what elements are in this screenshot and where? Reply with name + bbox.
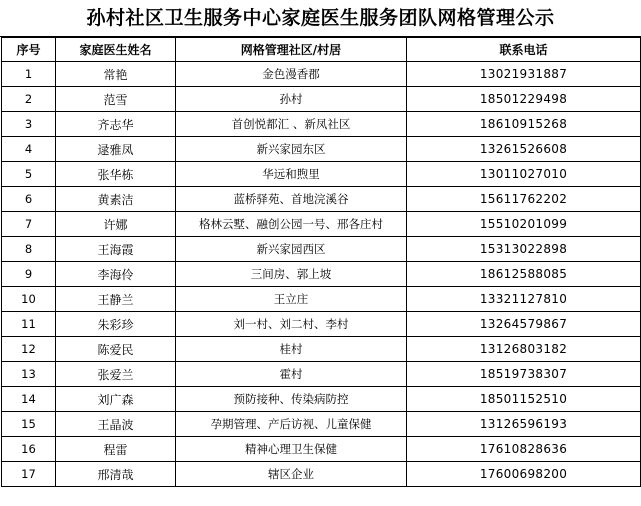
table-row [2, 337, 641, 362]
table-row [2, 287, 641, 312]
phone-number: 13321127810 [407, 287, 641, 312]
row-number: 15 [2, 412, 56, 437]
table-row [2, 187, 641, 212]
doctor-name: 逯雅凤 [56, 137, 176, 162]
doctor-grid-table [1, 37, 641, 487]
table-row [2, 137, 641, 162]
doctor-name: 王晶波 [56, 412, 176, 437]
phone-number: 13021931887 [407, 62, 641, 87]
managed-area: 金色漫香郡 [176, 62, 407, 87]
row-number: 4 [2, 137, 56, 162]
managed-area: 新兴家园东区 [176, 137, 407, 162]
managed-area: 预防接种、传染病防控 [176, 387, 407, 412]
managed-area: 霍村 [176, 362, 407, 387]
phone-number: 17600698200 [407, 462, 641, 487]
managed-area: 精神心理卫生保健 [176, 437, 407, 462]
managed-area: 首创悦都汇 、新凤社区 [176, 112, 407, 137]
doctor-name: 齐志华 [56, 112, 176, 137]
managed-area: 蓝桥驿苑、首地浣溪谷 [176, 187, 407, 212]
table-row [2, 387, 641, 412]
phone-number: 18501152510 [407, 387, 641, 412]
table-body [2, 62, 641, 487]
header-doctor: 家庭医生姓名 [56, 38, 176, 62]
row-number: 11 [2, 312, 56, 337]
phone-number: 13126596193 [407, 412, 641, 437]
table-row [2, 62, 641, 87]
phone-number: 15611762202 [407, 187, 641, 212]
managed-area: 孕期管理、产后访视、儿童保健 [176, 412, 407, 437]
managed-area: 新兴家园西区 [176, 237, 407, 262]
doctor-name: 李海伶 [56, 262, 176, 287]
row-number: 1 [2, 62, 56, 87]
doctor-name: 程雷 [56, 437, 176, 462]
page-title: 孙村社区卫生服务中心家庭医生服务团队网格管理公示 [0, 0, 641, 37]
header-no: 序号 [2, 38, 56, 62]
table-row [2, 262, 641, 287]
row-number: 8 [2, 237, 56, 262]
header-area: 网格管理社区/村居 [176, 38, 407, 62]
row-number: 5 [2, 162, 56, 187]
doctor-name: 张华栋 [56, 162, 176, 187]
row-number: 3 [2, 112, 56, 137]
managed-area: 三间房、郭上坡 [176, 262, 407, 287]
row-number: 13 [2, 362, 56, 387]
managed-area: 辖区企业 [176, 462, 407, 487]
table-row [2, 162, 641, 187]
row-number: 16 [2, 437, 56, 462]
doctor-name: 朱彩珍 [56, 312, 176, 337]
table-row [2, 112, 641, 137]
doctor-name: 范雪 [56, 87, 176, 112]
table-row [2, 362, 641, 387]
managed-area: 王立庄 [176, 287, 407, 312]
row-number: 14 [2, 387, 56, 412]
managed-area: 孙村 [176, 87, 407, 112]
row-number: 2 [2, 87, 56, 112]
phone-number: 15510201099 [407, 212, 641, 237]
doctor-name: 邢清哉 [56, 462, 176, 487]
doctor-name: 黄素洁 [56, 187, 176, 212]
table-row [2, 87, 641, 112]
row-number: 7 [2, 212, 56, 237]
row-number: 10 [2, 287, 56, 312]
doctor-name: 刘广森 [56, 387, 176, 412]
header-phone: 联系电话 [407, 38, 641, 62]
phone-number: 18610915268 [407, 112, 641, 137]
row-number: 12 [2, 337, 56, 362]
managed-area: 格林云墅、融创公园一号、邢各庄村 [176, 212, 407, 237]
phone-number: 13264579867 [407, 312, 641, 337]
managed-area: 桂村 [176, 337, 407, 362]
row-number: 9 [2, 262, 56, 287]
header-row [2, 38, 641, 62]
doctor-name: 常艳 [56, 62, 176, 87]
table-row [2, 412, 641, 437]
table-row [2, 312, 641, 337]
doctor-name: 许娜 [56, 212, 176, 237]
doctor-name: 王静兰 [56, 287, 176, 312]
phone-number: 15313022898 [407, 237, 641, 262]
phone-number: 13126803182 [407, 337, 641, 362]
managed-area: 刘一村、刘二村、李村 [176, 312, 407, 337]
table-row [2, 212, 641, 237]
row-number: 17 [2, 462, 56, 487]
doctor-name: 张爱兰 [56, 362, 176, 387]
phone-number: 18612588085 [407, 262, 641, 287]
row-number: 6 [2, 187, 56, 212]
doctor-name: 王海霞 [56, 237, 176, 262]
table-row [2, 237, 641, 262]
phone-number: 18519738307 [407, 362, 641, 387]
table-row [2, 462, 641, 487]
managed-area: 华远和煦里 [176, 162, 407, 187]
phone-number: 13011027010 [407, 162, 641, 187]
table-row [2, 437, 641, 462]
phone-number: 13261526608 [407, 137, 641, 162]
phone-number: 17610828636 [407, 437, 641, 462]
phone-number: 18501229498 [407, 87, 641, 112]
doctor-name: 陈爱民 [56, 337, 176, 362]
